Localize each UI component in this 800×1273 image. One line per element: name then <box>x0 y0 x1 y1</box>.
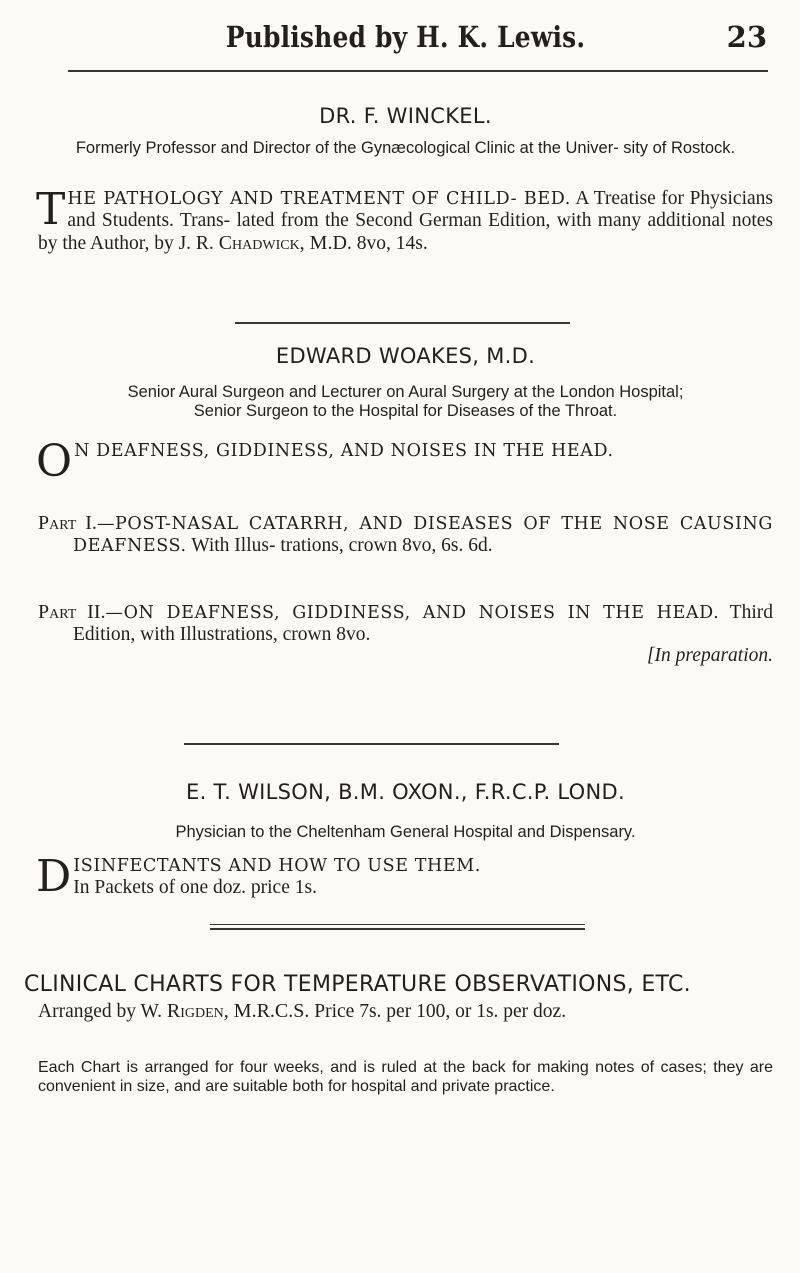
arranger-name: Rigden, M.R.C.S. <box>166 1000 310 1022</box>
book-part <box>38 512 773 557</box>
part-title: —ON DEAFNESS, GIDDINESS, AND NOISES IN THE HEAD. <box>105 603 720 623</box>
part-description: With Illus- trations, crown 8vo, 6s. 6d. <box>191 535 493 556</box>
author-heading: EDWARD WOAKES, M.D. <box>275 344 536 368</box>
section-divider <box>184 743 559 745</box>
book-entry <box>36 436 773 487</box>
author-position: Physician to the Cheltenham General Hospital and Dispensary. <box>175 823 636 841</box>
section-divider <box>210 928 585 930</box>
drop-letter: D <box>36 851 72 902</box>
author-position-line: Senior Surgeon to the Hospital for Diseases of the Throat. <box>193 402 618 420</box>
author-heading: DR. F. WINCKEL. <box>319 104 492 128</box>
book-description: In Packets of one doz. price 1s. <box>73 877 317 898</box>
author-position-line: Senior Aural Surgeon and Lecturer on Aural Surgery at the London Hospital; <box>127 383 684 401</box>
part-label: Part I. <box>38 512 97 534</box>
drop-letter: O <box>36 436 73 487</box>
author-position: Formerly Professor and Director of the Gynæcological Clinic at the Univer- sity of Rostock. <box>75 139 736 157</box>
chart-product-title: CLINICAL CHARTS FOR TEMPERATURE OBSERVATIONS, ETC. <box>24 972 691 997</box>
product-note-text: Each Chart is arranged for four weeks, and is ruled at the back for making notes of cases; they are convenient in size, and are suitable both for hospital and private practice. <box>38 1059 773 1095</box>
part-status: [In preparation. <box>646 645 773 666</box>
book-entry <box>36 851 773 902</box>
section-divider <box>235 322 570 324</box>
running-head-title: Published by H. K. Lewis. <box>225 20 586 54</box>
book-title: ISINFECTANTS AND HOW TO USE THEM. <box>73 856 481 876</box>
running-head <box>38 20 773 60</box>
page <box>24 0 773 1273</box>
book-description: A Treatise for Physicians and Students. Trans- lated from the Second German Edition, with many additional notes by the Author, by J. R. <box>38 188 773 254</box>
author-heading: E. T. WILSON, B.M. OXON., F.R.C.P. LOND. <box>186 780 625 804</box>
part-title: —POST-NASAL CATARRH, AND DISEASES OF THE NOSE CAUSING DEAFNESS. <box>73 514 773 556</box>
book-entry <box>36 184 773 255</box>
product-price: Price 7s. per 100, or 1s. per doz. <box>314 1001 567 1022</box>
arranged-prefix: Arranged by W. <box>38 1001 163 1022</box>
part-label: Part II. <box>38 601 106 623</box>
product-note <box>38 1058 773 1096</box>
book-title: HE PATHOLOGY AND TREATMENT OF CHILD- BED. <box>67 189 571 209</box>
header-rule <box>68 70 768 72</box>
part-description: Third Edition, with Illustrations, crown 8vo. <box>73 602 773 645</box>
book-part <box>38 601 773 666</box>
page-number: 23 <box>726 20 767 54</box>
book-price: 8vo, 14s. <box>356 233 428 254</box>
section-divider <box>210 924 585 925</box>
book-title: N DEAFNESS, GIDDINESS, AND NOISES IN THE HEAD. <box>74 441 614 461</box>
product-entry <box>38 1000 773 1023</box>
book-editor: Chadwick, M.D. <box>218 232 352 254</box>
drop-letter: T <box>36 184 66 235</box>
